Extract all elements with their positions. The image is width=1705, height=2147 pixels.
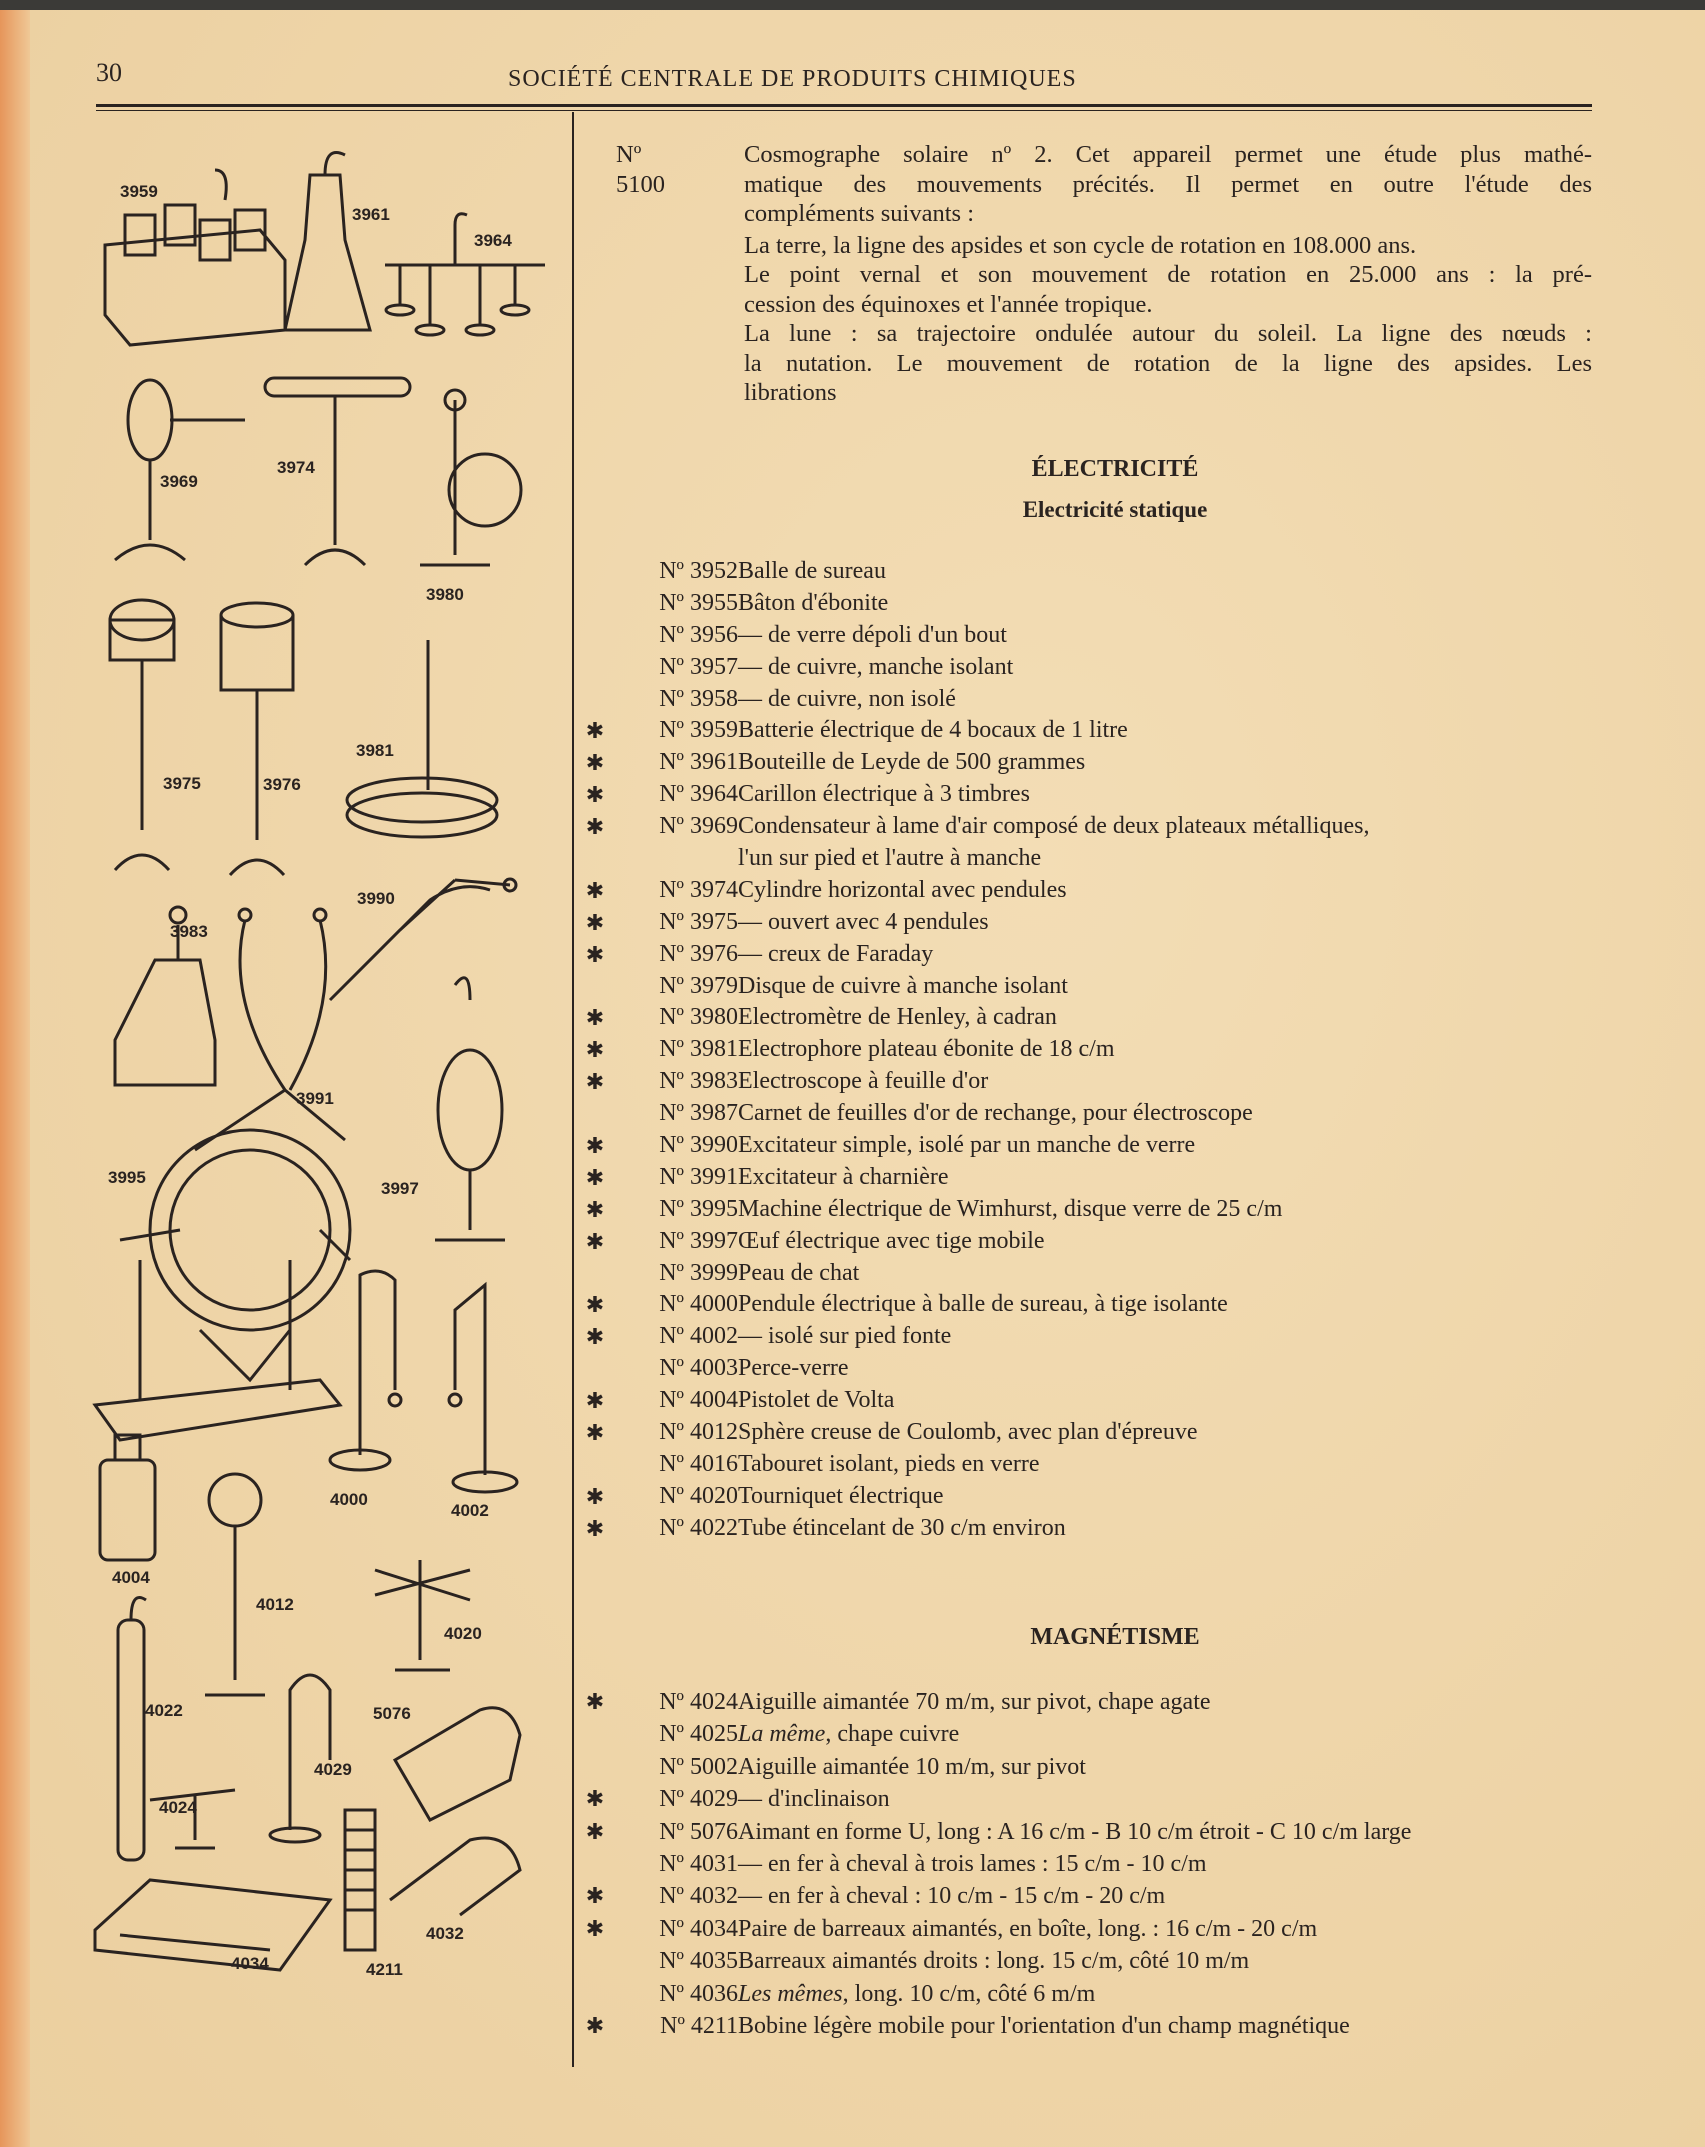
item-description: Aimant en forme U, long : A 16 c/m - B 10 c/m étroit - C 10 c/m large <box>738 1818 1412 1845</box>
star-marker-icon: ✱ <box>585 1196 605 1222</box>
illustrations <box>0 0 572 2147</box>
section-title-electricite: ÉLECTRICITÉ <box>1031 456 1199 482</box>
item-number: Nº 4035 <box>659 1948 738 1975</box>
item-number: Nº 4012 <box>659 1419 738 1446</box>
figure-label: 4024 <box>159 1798 197 1817</box>
electrophore-illustration <box>347 640 497 837</box>
figure-label: 3990 <box>357 889 395 908</box>
page-number: 30 <box>96 58 122 87</box>
item-description: — de cuivre, manche isolant <box>738 653 1014 680</box>
intro-line: Le point vernal et son mouvement de rotation en 25.000 ans : la pré- <box>744 261 1592 288</box>
figure-label: 3995 <box>108 1168 146 1187</box>
star-marker-icon: ✱ <box>585 814 605 840</box>
item-number: Nº 3959 <box>659 717 738 744</box>
item-description: Bouteille de Leyde de 500 grammes <box>738 749 1086 776</box>
star-marker-icon: ✱ <box>585 1483 605 1509</box>
figure-label: 3959 <box>120 182 158 201</box>
star-marker-icon: ✱ <box>585 2012 605 2038</box>
item-description: — creux de Faraday <box>738 940 934 967</box>
item-number: Nº 4022 <box>659 1514 738 1541</box>
star-marker-icon: ✱ <box>585 1005 605 1031</box>
volta-pistol-illustration <box>100 1435 155 1560</box>
cylinder-3976-illustration <box>221 603 293 875</box>
figure-label: 4000 <box>330 1490 368 1509</box>
leyden-jar-illustration <box>285 153 370 331</box>
item-number: Nº 3961 <box>659 749 738 776</box>
item-number: Nº 3974 <box>659 876 738 903</box>
star-marker-icon: ✱ <box>585 1037 605 1063</box>
item-number: Nº 4034 <box>659 1915 738 1942</box>
star-marker-icon: ✱ <box>585 1786 605 1812</box>
star-marker-icon: ✱ <box>585 1228 605 1254</box>
star-marker-icon: ✱ <box>585 1324 605 1350</box>
item-description: Pistolet de Volta <box>738 1387 895 1414</box>
item-description: Tube étincelant de 30 c/m environ <box>738 1514 1066 1541</box>
star-marker-icon: ✱ <box>585 909 605 935</box>
inclination-needle-illustration <box>270 1675 330 1842</box>
item-number: Nº 4211 <box>660 2012 738 2039</box>
chime-illustration <box>385 214 545 335</box>
condenser-illustration <box>115 380 245 560</box>
star-marker-icon: ✱ <box>585 1069 605 1095</box>
item-number: Nº 3979 <box>659 972 738 999</box>
electrometer-illustration <box>420 390 521 565</box>
item-number: Nº 4000 <box>659 1291 738 1318</box>
item-description: Œuf électrique avec tige mobile <box>738 1227 1045 1254</box>
item-number: Nº 3990 <box>659 1132 738 1159</box>
item-number: Nº 5076 <box>659 1818 738 1845</box>
item-number: Nº 3958 <box>659 685 738 712</box>
item-number: Nº 4029 <box>659 1786 738 1813</box>
item-description: Aiguille aimantée 70 m/m, sur pivot, chape agate <box>738 1689 1211 1715</box>
figure-label: 4022 <box>145 1701 183 1720</box>
figure-label: 3983 <box>170 922 208 941</box>
intro-line: cession des équinoxes et l'année tropique. <box>744 290 1153 318</box>
item-number: Nº 3991 <box>659 1163 738 1190</box>
item-description: Carnet de feuilles d'or de rechange, pour électroscope <box>738 1100 1253 1127</box>
electric-egg-illustration <box>435 978 505 1240</box>
star-marker-icon: ✱ <box>585 1388 605 1414</box>
figure-label: 3974 <box>277 458 315 477</box>
intro-line: compléments suivants : <box>744 200 974 227</box>
coulomb-sphere-illustration <box>205 1474 265 1695</box>
figure-label: 3969 <box>160 472 198 491</box>
figure-label: 3980 <box>426 585 464 604</box>
item-description: La même, chape cuivre <box>738 1721 960 1748</box>
item-description: Aiguille aimantée 10 m/m, sur pivot <box>738 1753 1086 1780</box>
star-marker-icon: ✱ <box>585 718 605 744</box>
figure-label: 4029 <box>314 1760 352 1779</box>
item-number: Nº 3980 <box>659 1004 738 1031</box>
item-description: Balle de sureau <box>738 558 886 584</box>
figure-label: 5076 <box>373 1704 411 1723</box>
item-number: Nº 3955 <box>659 589 738 616</box>
star-marker-icon: ✱ <box>585 750 605 776</box>
figure-label: 3976 <box>263 775 301 794</box>
column-divider <box>572 112 574 2067</box>
item-number: Nº 3976 <box>659 940 738 967</box>
running-title: SOCIÉTÉ CENTRALE DE PRODUITS CHIMIQUES <box>508 66 1077 92</box>
figure-label: 4211 <box>366 1960 403 1979</box>
star-marker-icon: ✱ <box>585 1915 605 1941</box>
item-number: Nº 4020 <box>659 1482 738 1509</box>
item-description: — en fer à cheval à trois lames : 15 c/m - 10 c/m <box>738 1850 1207 1877</box>
intro-line: La terre, la ligne des apsides et son cycle de rotation en 108.000 ans. <box>744 231 1417 259</box>
horseshoe-magnet-illustration <box>390 1838 520 1915</box>
section-title-magnetisme: MAGNÉTISME <box>1030 1624 1200 1650</box>
figure-label: 3981 <box>356 741 394 760</box>
item-description: Disque de cuivre à manche isolant <box>738 972 1068 999</box>
item-number: Nº 3983 <box>659 1068 738 1095</box>
item-description: Tabouret isolant, pieds en verre <box>738 1450 1040 1477</box>
cylinder-3975-illustration <box>110 600 174 870</box>
item-number: Nº 4002 <box>659 1323 738 1350</box>
item-number: Nº 3987 <box>659 1100 738 1127</box>
figure-label: 4034 <box>231 1954 269 1973</box>
u-magnet-illustration <box>395 1708 520 1820</box>
item-number: Nº 3975 <box>659 908 738 935</box>
exciter-3991-illustration <box>195 909 345 1150</box>
item-number: Nº 3981 <box>659 1036 738 1063</box>
item-description: l'un sur pied et l'autre à manche <box>738 845 1042 872</box>
star-marker-icon: ✱ <box>585 1818 605 1844</box>
figure-label: 3964 <box>474 231 512 250</box>
star-marker-icon: ✱ <box>585 1164 605 1190</box>
star-marker-icon: ✱ <box>585 1689 605 1714</box>
star-marker-icon: ✱ <box>585 1515 605 1541</box>
item-number: Nº 3997 <box>659 1227 738 1254</box>
item-description: Paire de barreaux aimantés, en boîte, long. : 16 c/m - 20 c/m <box>738 1915 1318 1942</box>
item-description: Barreaux aimantés droits : long. 15 c/m, côté 10 m/m <box>738 1948 1250 1975</box>
item-description: Electrophore plateau ébonite de 18 c/m <box>738 1036 1115 1063</box>
item-description: Bâton d'ébonite <box>738 589 889 616</box>
figure-label: 4032 <box>426 1924 464 1943</box>
item-number: Nº 4003 <box>659 1355 738 1382</box>
item-description: Electromètre de Henley, à cadran <box>738 1004 1057 1031</box>
item-description: Batterie électrique de 4 bocaux de 1 litre <box>738 717 1128 744</box>
item-description: — de verre dépoli d'un bout <box>738 621 1007 648</box>
item-description: Les mêmes, long. 10 c/m, côté 6 m/m <box>738 1980 1096 2007</box>
coil-4211-illustration <box>345 1810 375 1950</box>
intro-line: Cosmographe solaire nº 2. Cet appareil permet une étude plus mathé- <box>744 141 1592 168</box>
star-marker-icon: ✱ <box>585 941 605 967</box>
item-number: Nº 3995 <box>659 1195 738 1222</box>
item-description: Bobine légère mobile pour l'orientation d'un champ magnétique <box>738 2012 1350 2039</box>
figure-label: 4012 <box>256 1595 294 1614</box>
item-description: Carillon électrique à 3 timbres <box>738 781 1030 808</box>
item-description: Machine électrique de Wimhurst, disque verre de 25 c/m <box>738 1195 1283 1222</box>
item-description: — en fer à cheval : 10 c/m - 15 c/m - 20 c/m <box>738 1883 1166 1910</box>
item-number: Nº 4004 <box>659 1387 738 1414</box>
item-number: Nº 3952 <box>659 558 738 584</box>
star-marker-icon: ✱ <box>585 1420 605 1446</box>
item-description: Sphère creuse de Coulomb, avec plan d'épreuve <box>738 1419 1198 1446</box>
item-number: Nº 3969 <box>659 813 738 840</box>
intro-line: matique des mouvements précités. Il permet en outre l'étude des <box>744 170 1592 198</box>
item-description: — ouvert avec 4 pendules <box>738 908 989 935</box>
figure-label: 3997 <box>381 1179 419 1198</box>
star-marker-icon: ✱ <box>585 1133 605 1159</box>
item-number: Nº 4024 <box>659 1689 738 1715</box>
item-number: Nº 4016 <box>659 1450 738 1477</box>
magnet-box-illustration <box>95 1880 330 1970</box>
item-description: Tourniquet électrique <box>738 1482 944 1509</box>
figure-label: 3991 <box>296 1089 334 1108</box>
item-number: Nº 3956 <box>659 621 738 648</box>
item-description: Excitateur simple, isolé par un manche de verre <box>738 1132 1196 1159</box>
star-marker-icon: ✱ <box>585 877 605 903</box>
intro-line: la nutation. Le mouvement de rotation de la ligne des apsides. Les <box>744 349 1592 377</box>
item-description: — d'inclinaison <box>738 1786 890 1813</box>
figure-label: 4004 <box>112 1568 150 1587</box>
item-description: Electroscope à feuille d'or <box>738 1068 989 1095</box>
item-description: Pendule électrique à balle de sureau, à tige isolante <box>738 1291 1228 1318</box>
intro-line: La lune : sa trajectoire ondulée autour du soleil. La ligne des nœuds : <box>744 320 1592 347</box>
star-marker-icon: ✱ <box>585 1883 605 1909</box>
figure-label: 3961 <box>352 205 390 224</box>
star-marker-icon: ✱ <box>585 1292 605 1318</box>
item-description: — isolé sur pied fonte <box>738 1323 952 1350</box>
item-description: — de cuivre, non isolé <box>738 685 956 712</box>
item-number: Nº 5100 <box>616 141 665 198</box>
item-number: Nº 4036 <box>659 1980 738 2007</box>
figure-label: 4002 <box>451 1501 489 1520</box>
figure-label: 3975 <box>163 774 201 793</box>
pendulum-4002-illustration <box>449 1285 517 1492</box>
item-description: Cylindre horizontal avec pendules <box>738 876 1067 903</box>
item-description: Excitateur à charnière <box>738 1163 949 1190</box>
figure-label: 4020 <box>444 1624 482 1643</box>
item-number: Nº 4031 <box>659 1850 738 1877</box>
item-description: Condensateur à lame d'air composé de deux plateaux métalliques, <box>738 813 1370 840</box>
star-marker-icon: ✱ <box>585 782 605 808</box>
item-description: Peau de chat <box>738 1259 860 1286</box>
item-number: Nº 3999 <box>659 1259 738 1286</box>
item-number: Nº 5002 <box>659 1753 738 1780</box>
spark-tube-illustration <box>118 1598 146 1861</box>
item-description: Perce-verre <box>738 1355 849 1382</box>
item-number: Nº 4032 <box>659 1883 738 1910</box>
pendulum-4000-illustration <box>330 1271 401 1470</box>
intro-line: librations <box>744 379 837 406</box>
item-number: Nº 3957 <box>659 653 738 680</box>
subsection-electricite-statique: Electricité statique <box>1022 497 1208 522</box>
tourniquet-illustration <box>375 1560 470 1670</box>
item-number: Nº 4025 <box>659 1721 738 1748</box>
item-number: Nº 3964 <box>659 781 738 808</box>
